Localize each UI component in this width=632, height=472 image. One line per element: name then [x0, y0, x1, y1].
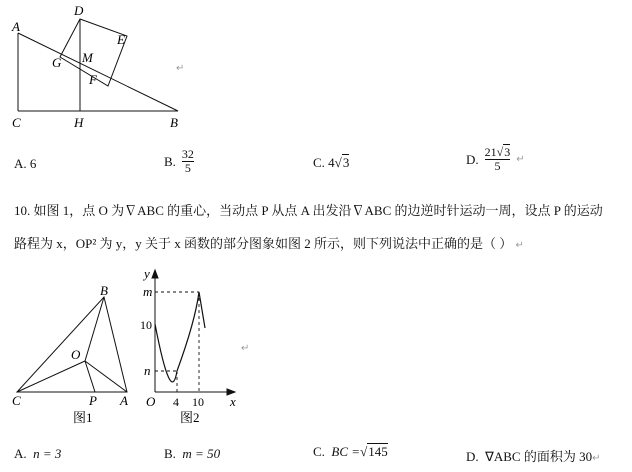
fig2-label-m: m: [143, 284, 153, 299]
segment-BO: [85, 297, 104, 361]
paragraph-mark: ↵: [176, 63, 185, 74]
fig2-label-y: y: [144, 266, 150, 281]
q9-option-b: B. $\frac{32}{5}$: [164, 147, 194, 175]
label-E: E: [117, 32, 125, 47]
figure-1: [0, 278, 140, 428]
fig2-label-10: 10: [140, 318, 152, 332]
fig2-label-n: n: [144, 363, 151, 378]
q10-option-b: B. m = 50: [164, 446, 221, 461]
fig2-tick-4: 4: [173, 395, 179, 409]
fig1-label-B: B: [100, 283, 108, 298]
label-F: F: [89, 72, 97, 87]
fig2-label-origin: O: [146, 394, 156, 409]
q9-option-d: D. $\frac{21√3}{5}$ ↵: [466, 145, 525, 173]
segment-OP: [85, 361, 95, 392]
label-B: B: [170, 115, 178, 130]
figure-2: [135, 262, 245, 430]
q9-option-c: C. 4√3: [313, 155, 350, 170]
segment-CO: [17, 361, 85, 392]
q10-option-c: C. BC =√145: [313, 444, 388, 459]
fig1-label-P: P: [89, 393, 97, 408]
function-curve: [155, 292, 205, 382]
triangle-ABC: [17, 297, 127, 392]
fig1-caption: 图1: [73, 410, 93, 425]
label-H: H: [74, 115, 84, 130]
q10-option-d: D. ∇ABC 的面积为 30↵: [466, 449, 601, 464]
paragraph-mark: ↵: [241, 343, 250, 354]
fig2-caption: 图2: [180, 410, 200, 425]
y-axis-arrow: [152, 270, 158, 278]
label-A: A: [12, 19, 20, 34]
fig1-label-A: A: [120, 393, 128, 408]
q9-option-a: A. 6: [14, 156, 37, 171]
q10-stem-line-1: 10. 如图 1，点 O 为∇ABC 的重心，当动点 P 从点 A 出发沿∇ABC 的边逆时针运动一周，设点 P 的运动: [14, 203, 603, 218]
q10-option-a: A. n = 3: [14, 446, 62, 461]
label-G: G: [52, 55, 62, 70]
fig1-label-O: O: [71, 347, 81, 362]
label-M: M: [82, 50, 93, 65]
label-D: D: [74, 3, 84, 18]
geometry-figure-top: [0, 0, 200, 135]
q10-stem-line-2: 路程为 x，OP² 为 y，y 关于 x 函数的部分图象如图 2 所示，则下列说法中正确的是（ ） ↵: [14, 236, 524, 251]
fig2-label-x: x: [230, 394, 236, 409]
fig2-tick-10: 10: [192, 395, 204, 409]
segment-AB: [18, 33, 178, 111]
label-C: C: [12, 115, 21, 130]
fig1-label-C: C: [12, 393, 21, 408]
